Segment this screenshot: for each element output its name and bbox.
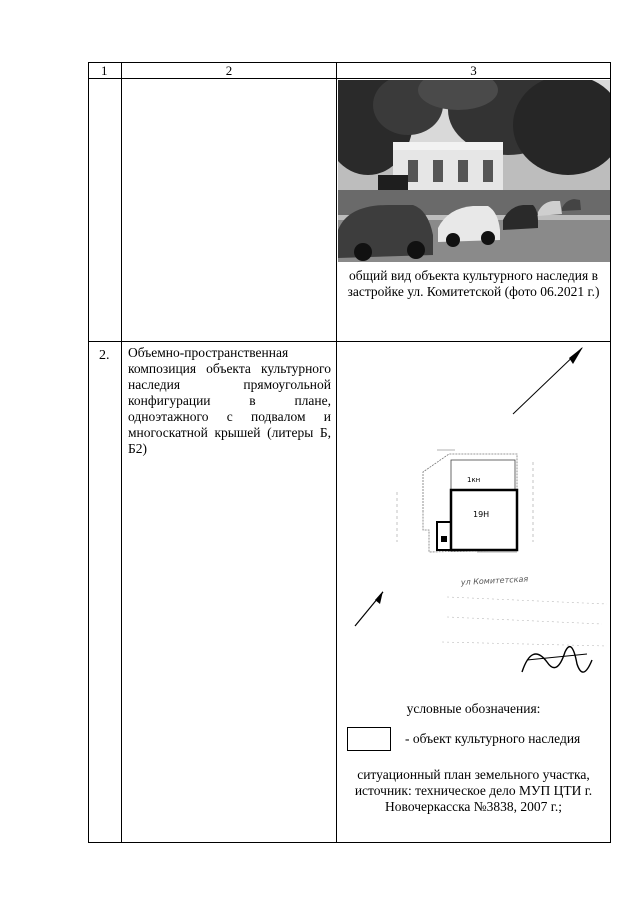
header-col-1: 1 xyxy=(89,63,122,79)
header-col-2: 2 xyxy=(122,63,337,79)
row2-plan-cell xyxy=(337,342,611,843)
row2-description-cell: Объемно-пространственная композиция объекта культурного наследия прямоугольной конфигурации в плане, одноэтажного с подвалом и многоскатной крышей (литеры Б, Б2) xyxy=(122,342,337,843)
row1-image-cell xyxy=(337,79,611,342)
situation-plan xyxy=(337,342,611,687)
plan-caption: ситуационный план земельного участка, источник: техническое дело МУП ЦТИ г. Новочеркасска №3838, 2007 г.; xyxy=(354,767,593,814)
table-row xyxy=(89,342,611,843)
plan-street-label: ул Комитетская xyxy=(460,574,529,587)
row1-description-cell xyxy=(122,79,337,342)
legend-swatch xyxy=(347,727,391,751)
building-photo xyxy=(338,80,610,262)
table-header-row xyxy=(89,63,611,79)
photo-caption: общий вид объекта культурного наследия в застройке ул. Комитетской (фото 06.2021 г.) xyxy=(347,268,600,299)
plan-room-small: 1кн xyxy=(467,476,481,484)
plan-room-main: 19Н xyxy=(473,510,490,519)
legend-text: - объект культурного наследия xyxy=(405,731,581,746)
legend-row xyxy=(347,727,610,751)
document-table xyxy=(88,62,611,843)
header-col-3: 3 xyxy=(337,63,611,79)
row2-number-cell: 2. xyxy=(89,342,122,843)
table-row xyxy=(89,79,611,342)
legend-title: условные обозначения: xyxy=(406,701,541,716)
row1-number-cell xyxy=(89,79,122,342)
